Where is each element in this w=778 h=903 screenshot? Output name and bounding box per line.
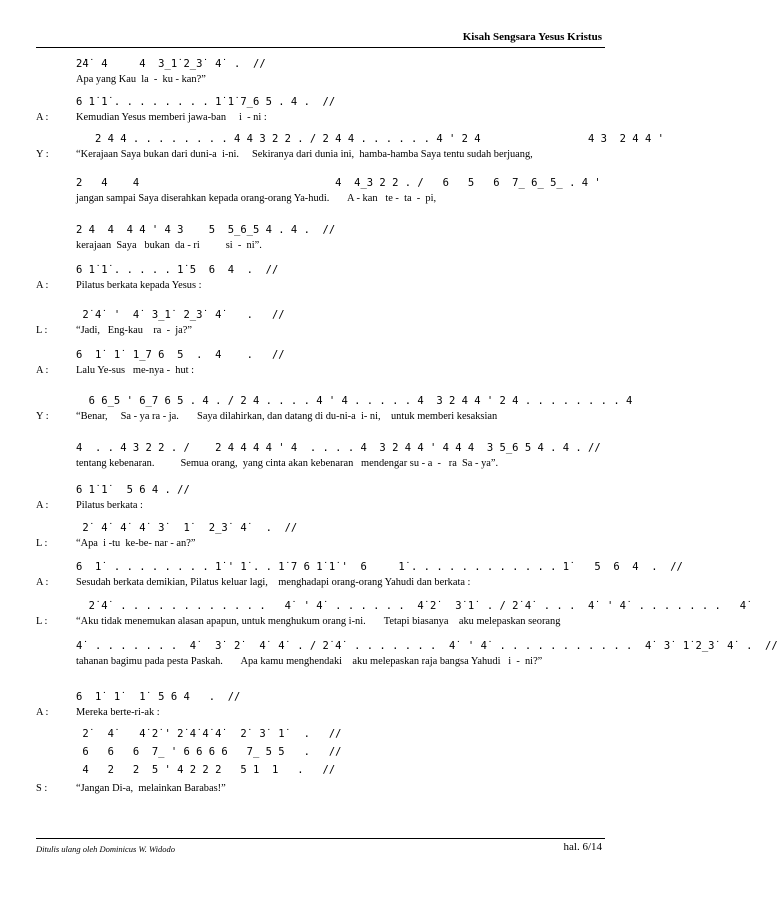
header-title: Kisah Sengsara Yesus Kristus bbox=[462, 31, 602, 43]
notation-line: 2̇ 4̇ . . . . . . . . . . . . 4̇ ' 4̇ . . . . . . 4̇ 2̇ 3̇ 1̇ . / 2̇ 4̇ . . . 4̇ ' 4̇ . . . . . . . 4̇ bbox=[76, 600, 747, 612]
verse-block bbox=[36, 600, 747, 628]
notation-line: 2̇ 4̇ 4̇ 4̇ 3̇ 1̇ 2̲3̇ 4̇ . // bbox=[76, 522, 298, 534]
lyric-text: “Benar, Sa - ya ra - ja. Saya dilahirkan, dan datang di du-ni-a i- ni, untuk memberi kesaksian bbox=[76, 411, 498, 422]
lyric-line bbox=[36, 148, 605, 161]
notation-line: 6 1̇ 1̇ . . . . . 1̇ 5 6 4 . // bbox=[76, 264, 279, 276]
lyric-text: Apa yang Kau la - ku - kan?” bbox=[76, 74, 206, 85]
verse-block bbox=[36, 177, 605, 205]
notation-line: 2̇ 4̇ ' 4̇ 3̲1̇ 2̲3̇ 4̇ . // bbox=[76, 309, 285, 321]
lyric-line bbox=[36, 615, 605, 628]
verse-block bbox=[36, 442, 605, 470]
speaker-label: L : bbox=[36, 325, 48, 336]
lyric-line bbox=[36, 73, 605, 86]
notation-line: 6 1̇ 1̇ . . . . . . . . 1̇ 1̇ 7̲6 5 . 4 . // bbox=[76, 96, 336, 108]
lyric-text: Lalu Ye-sus me-nya - hut : bbox=[76, 365, 195, 376]
verse-block bbox=[36, 58, 605, 86]
lyric-text: Pilatus berkata : bbox=[76, 500, 143, 511]
speaker-label: Y : bbox=[36, 411, 49, 422]
footer-author: Ditulis ulang oleh Dominicus W. Widodo bbox=[36, 844, 175, 854]
lyric-text: Sesudah berkata demikian, Pilatus keluar lagi, menghadapi orang-orang Yahudi dan berkata : bbox=[76, 577, 471, 588]
speaker-label: A : bbox=[36, 112, 49, 123]
notation-line: 2̇4̇ 4 4 3̲1̇ 2̲3̇ 4̇ . // bbox=[76, 58, 266, 70]
notation-line: 6 6 6 7̲ ' 6 6 6 6 7̲ 5 5 . // bbox=[76, 746, 342, 758]
lyric-line bbox=[36, 655, 605, 668]
verse-block bbox=[36, 96, 605, 124]
lyric-text: Pilatus berkata kepada Yesus : bbox=[76, 280, 202, 291]
verse-block bbox=[36, 640, 778, 668]
notation-line: 2̇ 4̇ 4̇ 2̇ ' 2̇ 4̇ 4̇ 4̇ 2̇ 3̇ 1̇ . // bbox=[76, 728, 342, 740]
verse-block bbox=[36, 395, 633, 423]
notation-line: 6 6̲5 ' 6̲7 6 5 . 4 . / 2 4 . . . . 4 ' 4 . . . . . 4 3 2 4 4 ' 2 4 . . . . . . . . 4 bbox=[76, 395, 633, 407]
speaker-label: A : bbox=[36, 707, 49, 718]
lyric-text: Mereka berte-ri-ak : bbox=[76, 707, 160, 718]
notation-line: 4̇ . . . . . . . 4̇ 3̇ 2̇ 4̇ 4̇ . / 2̇ 4̇ . . . . . . . 4̇ ' 4̇ . . . . . . . . . . . 4̇ 3̇ 1̇ 2̲3̇ 4̇ . // bbox=[76, 640, 778, 652]
lyric-text: tahanan bagimu pada pesta Paskah. Apa kamu menghendaki aku melepaskan raja bangsa Yahudi i - ni?” bbox=[76, 656, 543, 667]
speaker-label: A : bbox=[36, 365, 49, 376]
lyric-text: tentang kebenaran. Semua orang, yang cinta akan kebenaran mendengar su - a - ra Sa - ya”. bbox=[76, 458, 499, 469]
notation-line: 6 1̇ . . . . . . . . 1̇ ' 1̇ . . 1̇ 7 6 1̇ 1̇ ' 6 1̇ . . . . . . . . . . . . 1̇ 5 6 4 . // bbox=[76, 561, 683, 573]
lyric-line bbox=[36, 706, 605, 719]
lyric-text: Kemudian Yesus memberi jawa-ban i - ni : bbox=[76, 112, 267, 123]
verse-block bbox=[36, 309, 605, 337]
lyric-text: “Jadi, Eng-kau ra - ja?” bbox=[76, 325, 192, 336]
footer-page-number: hal. 6/14 bbox=[563, 841, 602, 853]
lyric-text: “Aku tidak menemukan alasan apapun, untuk menghukum orang i-ni. Tetapi biasanya aku melepaskan seorang bbox=[76, 616, 561, 627]
footer-divider bbox=[36, 838, 605, 839]
verse-block bbox=[36, 522, 605, 550]
notation-line: 2 4 4 4 4̲3 2 2 . / 6 5 6 7̲ 6̲ 5̲ . 4 ' bbox=[76, 177, 601, 189]
notation-line: 4 2 2 5 ' 4 2 2 2 5 1 1 . // bbox=[76, 764, 336, 776]
lyric-line bbox=[36, 499, 605, 512]
lyric-line bbox=[36, 279, 605, 292]
lyric-line bbox=[36, 324, 605, 337]
notation-line: 6 1̇ 1̇ 5 6 4 . // bbox=[76, 484, 190, 496]
verse-block bbox=[36, 349, 605, 377]
notation-line: 4 . . 4 3 2 2 . / 2 4 4 4 4 ' 4 . . . . 4 3 2 4 4 ' 4 4 4 3 5̲6 5 4 . 4 . // bbox=[76, 442, 601, 454]
lyric-line bbox=[36, 410, 605, 423]
speaker-label: Y : bbox=[36, 149, 49, 160]
lyric-line bbox=[36, 537, 605, 550]
header-divider bbox=[36, 47, 605, 48]
notation-line: 6 1̇ 1̇ 1̇ 5 6 4 . // bbox=[76, 691, 241, 703]
speaker-label: A : bbox=[36, 577, 49, 588]
lyric-text: “Apa i -tu ke-be- nar - an?” bbox=[76, 538, 196, 549]
lyric-text: jangan sampai Saya diserahkan kepada orang-orang Ya-hudi. A - kan te - ta - pi, bbox=[76, 193, 437, 204]
speaker-label: L : bbox=[36, 538, 48, 549]
verse-block bbox=[36, 561, 683, 589]
verse-block bbox=[36, 224, 605, 252]
verse-block bbox=[36, 484, 605, 512]
lyric-line bbox=[36, 192, 605, 205]
lyric-text: “Jangan Di-a, melainkan Barabas!” bbox=[76, 783, 226, 794]
speaker-label: L : bbox=[36, 616, 48, 627]
verse-block bbox=[36, 133, 664, 161]
lyric-text: “Kerajaan Saya bukan dari duni-a i-ni. Sekiranya dari dunia ini, hamba-hamba Saya tentu sudah berjuang, bbox=[76, 149, 533, 160]
lyric-line bbox=[36, 782, 605, 795]
speaker-label: A : bbox=[36, 500, 49, 511]
lyric-line bbox=[36, 364, 605, 377]
verse-block bbox=[36, 728, 605, 795]
notation-line: 2 4 4 . . . . . . . . 4 4 3 2 2 . / 2 4 4 . . . . . . 4 ' 2 4 4 3 2 4 4 ' bbox=[76, 133, 664, 145]
lyric-line bbox=[36, 111, 605, 124]
lyric-text: kerajaan Saya bukan da - ri si - ni”. bbox=[76, 240, 262, 251]
lyric-line bbox=[36, 576, 605, 589]
verse-block bbox=[36, 691, 605, 719]
speaker-label: A : bbox=[36, 280, 49, 291]
notation-line: 2 4 4 4 4 ' 4 3 5 5̲6̲5 4 . 4 . // bbox=[76, 224, 336, 236]
notation-line: 6 1̇ 1̇ 1̲7 6 5 . 4 . // bbox=[76, 349, 285, 361]
lyric-line bbox=[36, 239, 605, 252]
speaker-label: S : bbox=[36, 783, 48, 794]
verse-block bbox=[36, 264, 605, 292]
lyric-line bbox=[36, 457, 605, 470]
